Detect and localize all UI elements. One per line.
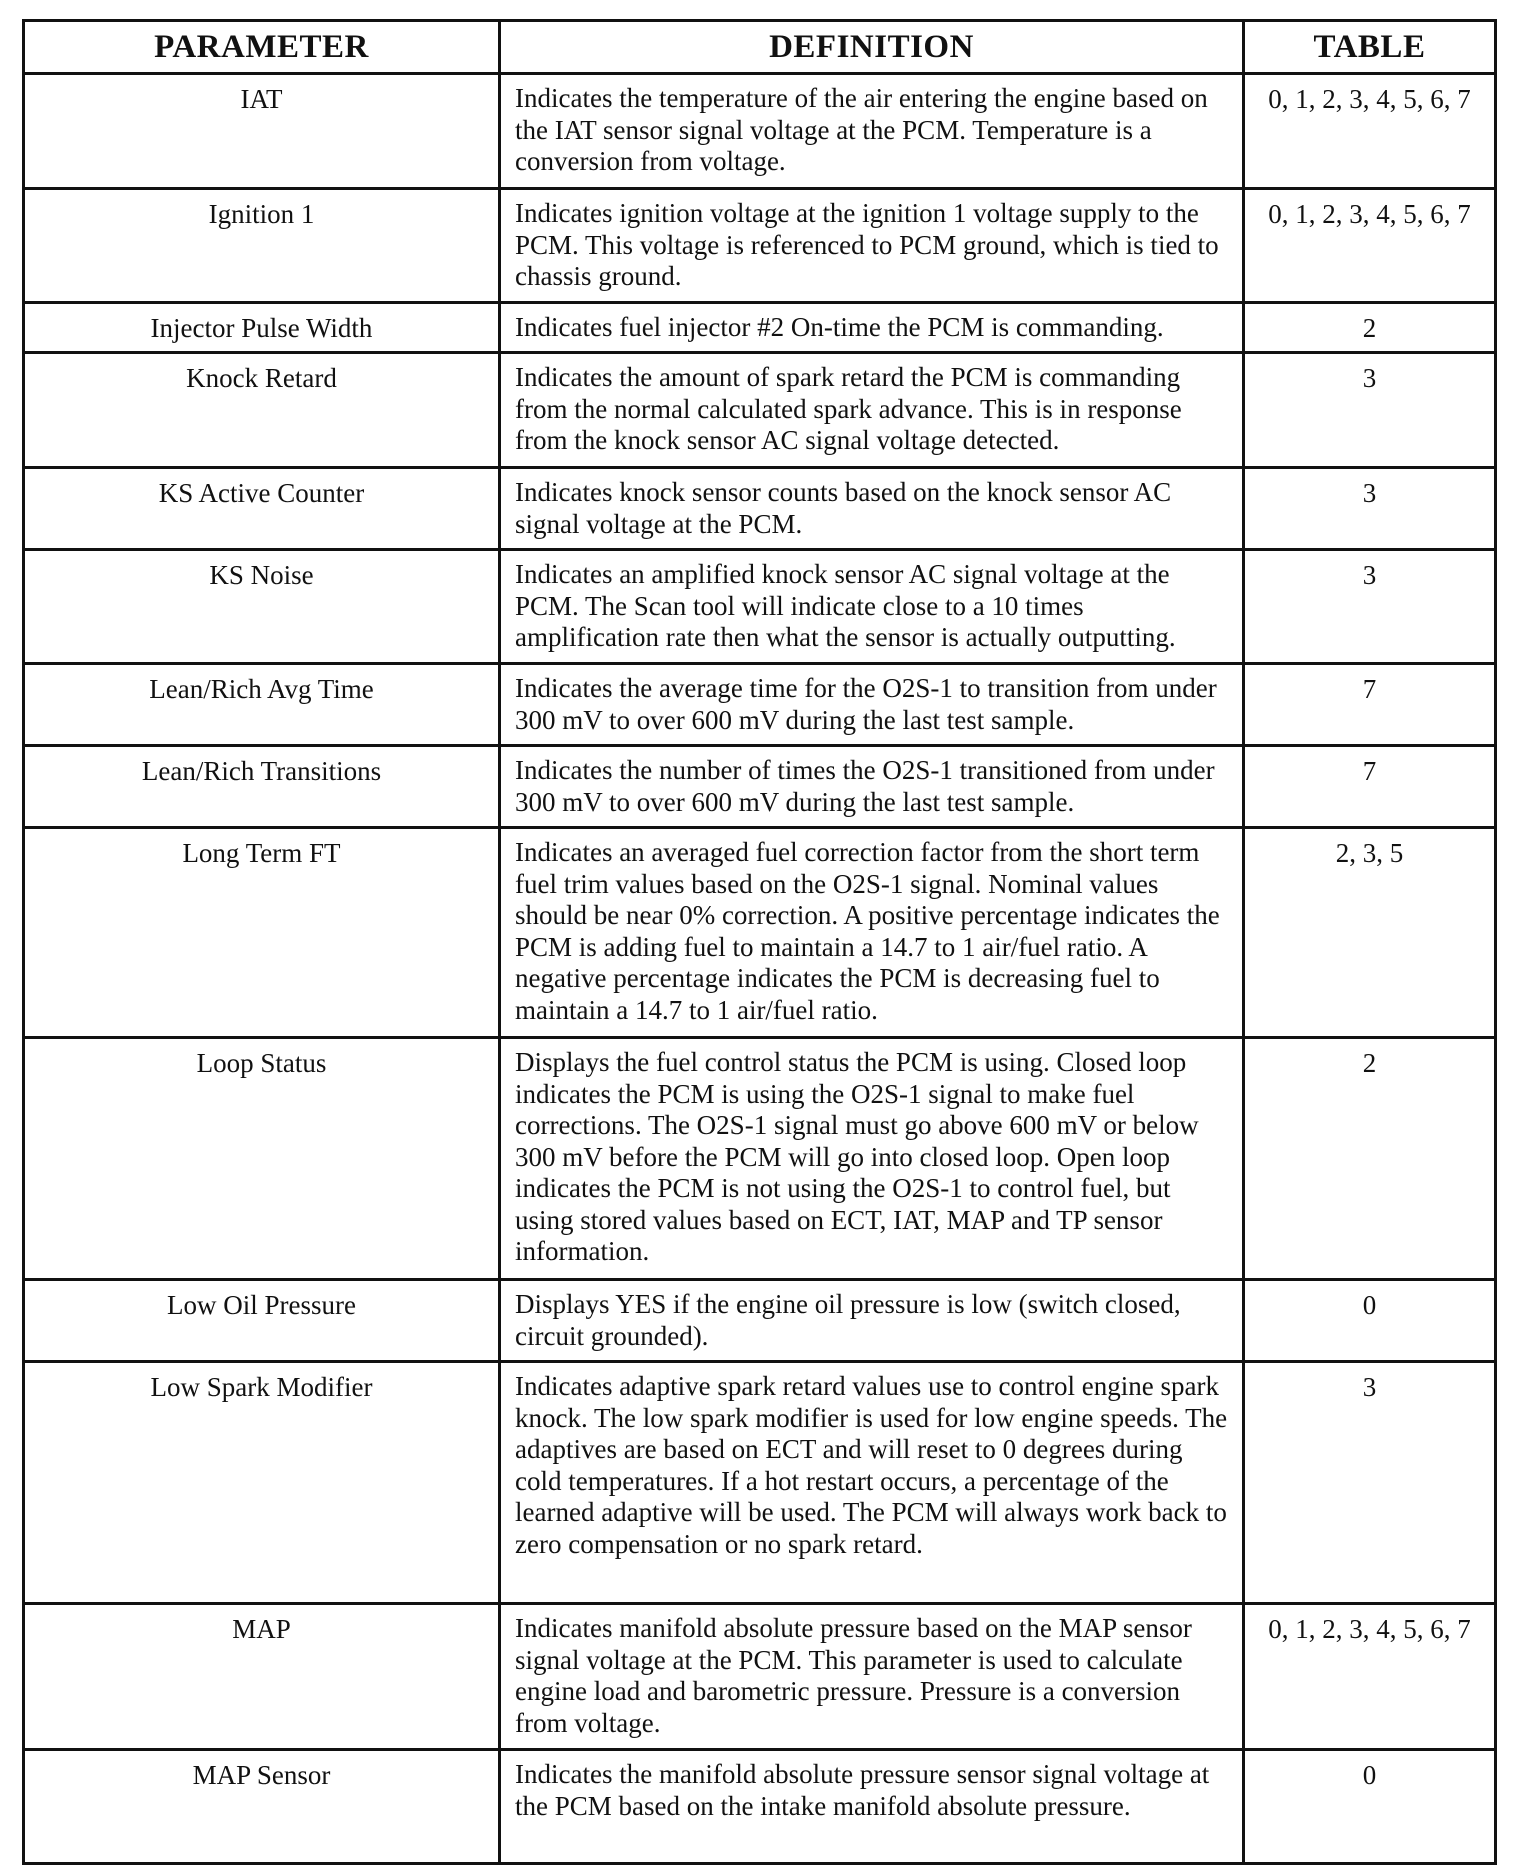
table-cell: 3	[1244, 550, 1496, 664]
parameter-cell: KS Active Counter	[24, 468, 500, 550]
table-row	[24, 828, 1496, 1038]
table-row	[24, 468, 1496, 550]
parameter-cell: Injector Pulse Width	[24, 303, 500, 353]
table-cell: 3	[1244, 468, 1496, 550]
table-cell: 2	[1244, 1038, 1496, 1280]
table-cell: 3	[1244, 1362, 1496, 1604]
parameter-cell: Lean/Rich Transitions	[24, 746, 500, 828]
parameter-cell: MAP	[24, 1604, 500, 1750]
definition-cell: Indicates knock sensor counts based on the knock sensor AC signal voltage at the PCM.	[500, 468, 1244, 550]
table-cell: 2	[1244, 303, 1496, 353]
header-table: TABLE	[1244, 21, 1496, 74]
parameter-cell: Long Term FT	[24, 828, 500, 1038]
parameter-cell: Low Spark Modifier	[24, 1362, 500, 1604]
definition-cell: Indicates fuel injector #2 On-time the PCM is commanding.	[500, 303, 1244, 353]
parameter-cell: Loop Status	[24, 1038, 500, 1280]
definition-cell: Indicates the temperature of the air entering the engine based on the IAT sensor signal voltage at the PCM. Temperature is a conversion from voltage.	[500, 74, 1244, 189]
header-parameter: PARAMETER	[24, 21, 500, 74]
table-row	[24, 303, 1496, 353]
parameter-cell: Knock Retard	[24, 353, 500, 468]
table-cell: 3	[1244, 353, 1496, 468]
header-definition: DEFINITION	[500, 21, 1244, 74]
table-cell: 0	[1244, 1750, 1496, 1864]
definition-cell: Displays YES if the engine oil pressure is low (switch closed, circuit grounded).	[500, 1280, 1244, 1362]
table-cell: 0, 1, 2, 3, 4, 5, 6, 7	[1244, 189, 1496, 303]
definition-cell: Indicates manifold absolute pressure based on the MAP sensor signal voltage at the PCM. This parameter is used to calculate engine load and barometric pressure. Pressure is a conversion from voltage.	[500, 1604, 1244, 1750]
parameter-table	[22, 19, 1497, 1865]
definition-cell: Indicates the manifold absolute pressure sensor signal voltage at the PCM based on the intake manifold absolute pressure.	[500, 1750, 1244, 1864]
table-cell: 2, 3, 5	[1244, 828, 1496, 1038]
parameter-cell: KS Noise	[24, 550, 500, 664]
parameter-cell: IAT	[24, 74, 500, 189]
parameter-cell: Lean/Rich Avg Time	[24, 664, 500, 746]
table-cell: 0, 1, 2, 3, 4, 5, 6, 7	[1244, 74, 1496, 189]
definition-cell: Indicates an averaged fuel correction factor from the short term fuel trim values based on the O2S-1 signal. Nominal values should be near 0% correction. A positive percentage indicates the PCM is adding fuel to maintain a 14.7 to 1 air/fuel ratio. A negative percentage indicates the PCM is decreasing fuel to maintain a 14.7 to 1 air/fuel ratio.	[500, 828, 1244, 1038]
table-cell: 7	[1244, 746, 1496, 828]
table-cell: 0, 1, 2, 3, 4, 5, 6, 7	[1244, 1604, 1496, 1750]
table-row	[24, 1280, 1496, 1362]
parameter-cell: Ignition 1	[24, 189, 500, 303]
definition-cell: Indicates ignition voltage at the ignition 1 voltage supply to the PCM. This voltage is referenced to PCM ground, which is tied to chassis ground.	[500, 189, 1244, 303]
definition-cell: Indicates adaptive spark retard values use to control engine spark knock. The low spark modifier is used for low engine speeds. The adaptives are based on ECT and will reset to 0 degrees during cold temperatures. If a hot restart occurs, a percentage of the learned adaptive will be used. The PCM will always work back to zero compensation or no spark retard.	[500, 1362, 1244, 1604]
table-row	[24, 353, 1496, 468]
definition-cell: Indicates the number of times the O2S-1 transitioned from under 300 mV to over 600 mV during the last test sample.	[500, 746, 1244, 828]
table-row	[24, 189, 1496, 303]
definition-cell: Indicates the amount of spark retard the PCM is commanding from the normal calculated spark advance. This is in response from the knock sensor AC signal voltage detected.	[500, 353, 1244, 468]
table-cell: 0	[1244, 1280, 1496, 1362]
table-row	[24, 746, 1496, 828]
parameter-cell: Low Oil Pressure	[24, 1280, 500, 1362]
definition-cell: Displays the fuel control status the PCM is using. Closed loop indicates the PCM is using the O2S-1 signal to make fuel corrections. The O2S-1 signal must go above 600 mV or below 300 mV before the PCM will go into closed loop. Open loop indicates the PCM is not using the O2S-1 to control fuel, but using stored values based on ECT, IAT, MAP and TP sensor information.	[500, 1038, 1244, 1280]
table-row	[24, 1604, 1496, 1750]
table-row	[24, 1038, 1496, 1280]
table-row	[24, 74, 1496, 189]
definition-cell: Indicates the average time for the O2S-1 to transition from under 300 mV to over 600 mV during the last test sample.	[500, 664, 1244, 746]
parameter-cell: MAP Sensor	[24, 1750, 500, 1864]
table-row	[24, 664, 1496, 746]
table-cell: 7	[1244, 664, 1496, 746]
table-row	[24, 1750, 1496, 1864]
definition-cell: Indicates an amplified knock sensor AC signal voltage at the PCM. The Scan tool will indicate close to a 10 times amplification rate then what the sensor is actually outputting.	[500, 550, 1244, 664]
table-row	[24, 1362, 1496, 1604]
table-row	[24, 550, 1496, 664]
table-header-row	[24, 21, 1496, 74]
